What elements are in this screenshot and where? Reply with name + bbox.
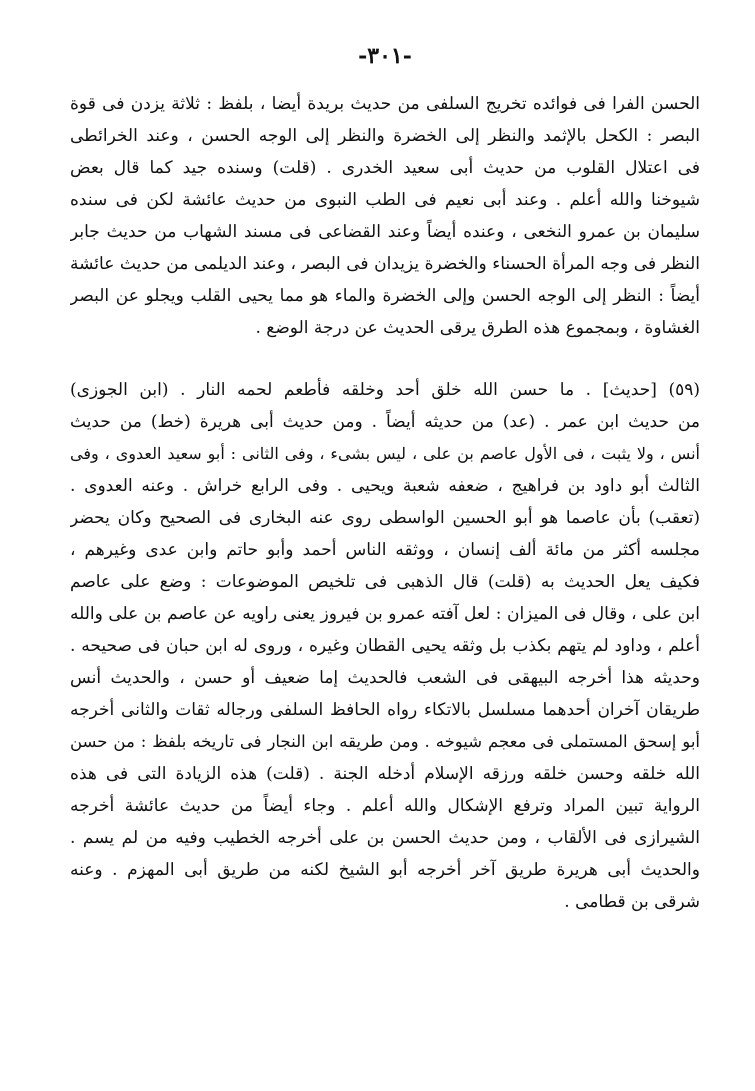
text-line: أنس ، ولا يثبت ، فى الأول عاصم بن على ، ليس بشىء ، وفى الثانى : أبو سعيد العدوى ، وفى <box>70 444 700 463</box>
text-line: فكيف يعل الحديث به (قلت) قال الذهبى فى تلخيص الموضوعات : وضع على عاصم <box>70 572 700 592</box>
text-line: أعلم ، وداود لم يتهم بكذب بل وثقه يحيى القطان وغيره ، وروى له ابن حبان فى صحيحه . <box>70 636 700 656</box>
text-line: الشيرازى فى الألقاب ، ومن حديث الحسن بن على أخرجه الخطيب وفيه من لم يسم . <box>70 828 700 848</box>
text-line: وحديثه هذا أخرجه البيهقى فى الشعب فالحديث إما ضعيف أو حسن ، والحديث أنس <box>70 668 700 688</box>
text-line: (٥٩) [حديث] . ما حسن الله خلق أحد وخلقه فأطعم لحمه النار . (ابن الجوزى) <box>70 380 700 400</box>
text-line: الرواية تبين المراد وترفع الإشكال والله أعلم . وجاء أيضاً من حديث عائشة أخرجه <box>70 796 700 816</box>
text-line: من حديث ابن عمر . (عد) من حديثه أيضاً . ومن حديث أبى هريرة (خط) من حديث <box>70 412 700 432</box>
paragraph-1 <box>70 88 700 344</box>
text-line: (تعقب) بأن عاصما هو أبو الحسين الواسطى روى عنه البخارى فى الصحيح وكان يحضر <box>70 508 700 528</box>
text-line: الثالث أبو داود بن فراهيج ، ضعفه شعبة ويحيى . وفى الرابع خراش . وعنه العدوى . <box>70 476 700 496</box>
text-line: شرقى بن قطامى . <box>564 892 700 912</box>
text-line: الله خلقه وحسن خلقه ورزقه الإسلام أدخله الجنة . (قلت) هذه الزيادة التى فى هذه <box>70 764 700 784</box>
text-line: شيوخنا والله أعلم . وعند أبى نعيم فى الطب النبوى من حديث عائشة لكن فى سنده <box>70 190 700 210</box>
text-line: الحسن الفرا فى فوائده تخريج السلفى من حديث بريدة أيضا ، بلفظ : ثلاثة يزدن فى قوة <box>70 94 700 114</box>
text-line: ابن على ، وقال فى الميزان : لعل آفته عمرو بن فيروز يعنى راويه عن عاصم بن على والله <box>70 604 700 624</box>
text-line: والحديث أبى هريرة طريق آخر أخرجه أبو الشيخ لكنه من طريق أبى المهزم . وعنه <box>70 860 700 880</box>
text-line: طريقان آخران أحدهما مسلسل بالاتكاء رواه الحافظ السلفى ورجاله ثقات والثانى أخرجه <box>70 700 700 720</box>
text-line: الغشاوة ، وبمجموع هذه الطرق يرقى الحديث عن درجة الوضع . <box>255 318 700 338</box>
paragraph-gap <box>70 344 700 374</box>
paragraph-2 <box>70 374 700 918</box>
text-line: فى اعتلال القلوب من حديث أبى سعيد الخدرى . (قلت) وسنده جيد كما قال بعض <box>70 158 700 178</box>
page-number: -٣٠١- <box>358 43 412 69</box>
text-line: أبو إسحق المستملى فى معجم شيوخه . ومن طريقه ابن النجار فى تاريخه بلفظ : من حسن <box>70 732 700 751</box>
text-line: مجلسه أكثر من مائة ألف إنسان ، ووثقه الناس أحمد وأبو حاتم وابن عدى وغيرهم ، <box>70 540 700 560</box>
text-line: سليمان بن عمرو النخعى ، وعنده أيضاً وعند القضاعى فى مسند الشهاب من حديث جابر <box>70 222 700 242</box>
text-line: أيضاً : النظر إلى الوجه الحسن وإلى الخضرة والماء هو مما يحيى القلب ويجلو عن البصر <box>70 286 700 306</box>
text-line: البصر : الكحل بالإثمد والنظر إلى الخضرة والنظر إلى الوجه الحسن ، وعند الخرائطى <box>70 126 700 146</box>
text-line: النظر فى وجه المرأة الحسناء والخضرة يزيدان فى البصر ، وعند الديلمى من حديث عائشة <box>70 254 700 274</box>
book-page <box>70 38 700 918</box>
